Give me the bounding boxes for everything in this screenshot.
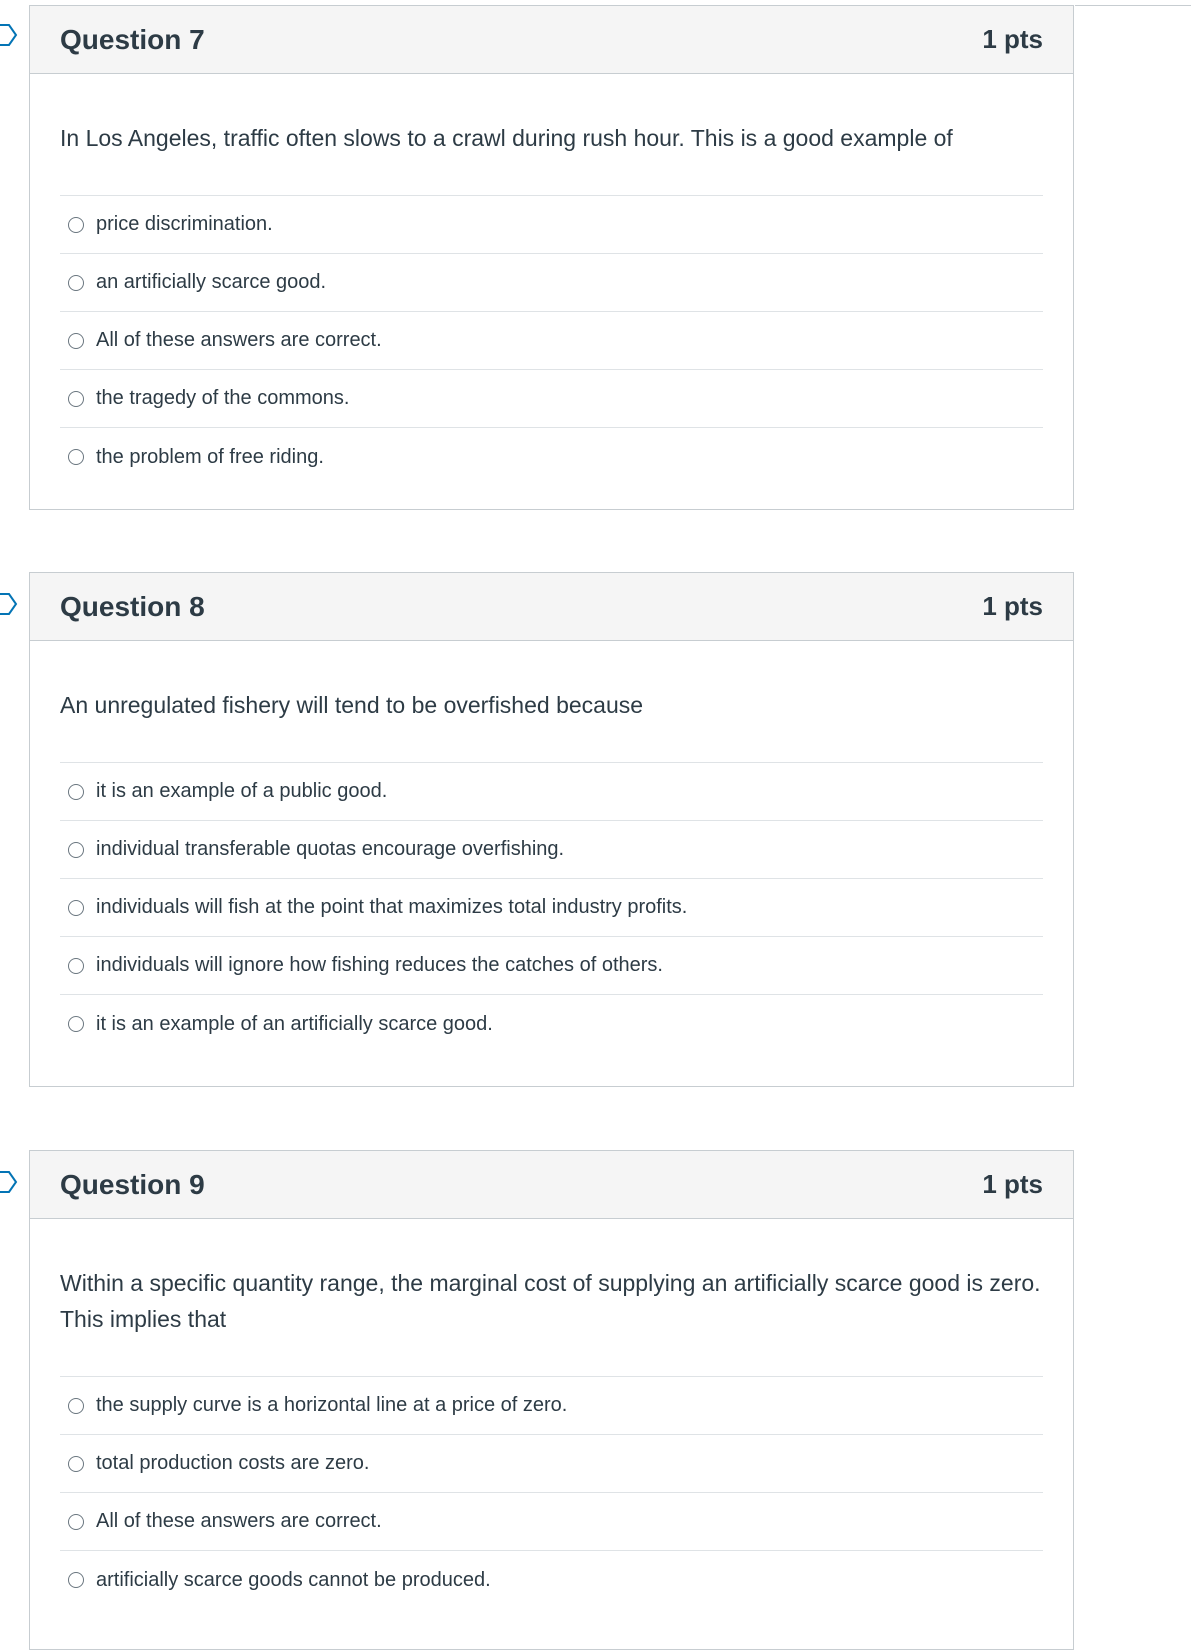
question-9 xyxy=(29,1150,1074,1650)
question-title: Question 8 xyxy=(60,590,205,622)
answer-list xyxy=(60,195,1043,486)
answer-option[interactable] xyxy=(60,1377,1043,1435)
question-text: In Los Angeles, traffic often slows to a crawl during rush hour. This is a good example of xyxy=(60,125,953,151)
radio-unchecked-icon[interactable] xyxy=(68,1016,84,1032)
answer-option[interactable] xyxy=(60,1551,1043,1609)
answer-label[interactable]: the tragedy of the commons. xyxy=(96,387,350,409)
radio-unchecked-icon[interactable] xyxy=(68,1398,84,1414)
flag-question-icon[interactable] xyxy=(0,593,18,615)
answer-option[interactable] xyxy=(60,937,1043,995)
flag-question-icon[interactable] xyxy=(0,24,18,46)
radio-unchecked-icon[interactable] xyxy=(68,391,84,407)
answer-option[interactable] xyxy=(60,254,1043,312)
question-title: Question 9 xyxy=(60,1168,205,1200)
question-body xyxy=(30,1219,1073,1609)
question-7 xyxy=(29,5,1074,510)
radio-unchecked-icon[interactable] xyxy=(68,1456,84,1472)
answer-list xyxy=(60,1376,1043,1609)
radio-unchecked-icon[interactable] xyxy=(68,784,84,800)
question-header xyxy=(30,1151,1073,1219)
question-text: An unregulated fishery will tend to be overfished because xyxy=(60,692,644,718)
answer-option[interactable] xyxy=(60,1493,1043,1551)
radio-unchecked-icon[interactable] xyxy=(68,217,84,233)
question-header xyxy=(30,573,1073,641)
answer-option[interactable] xyxy=(60,1435,1043,1493)
radio-unchecked-icon[interactable] xyxy=(68,275,84,291)
question-header xyxy=(30,6,1073,74)
answer-label[interactable]: an artificially scarce good. xyxy=(96,271,327,293)
question-body xyxy=(30,641,1073,1053)
answer-label[interactable]: total production costs are zero. xyxy=(96,1452,370,1474)
question-points: 1 pts xyxy=(982,1169,1043,1199)
answer-option[interactable] xyxy=(60,312,1043,370)
answer-label[interactable]: All of these answers are correct. xyxy=(96,1510,382,1532)
answer-list xyxy=(60,762,1043,1053)
answer-label[interactable]: artificially scarce goods cannot be produced. xyxy=(96,1568,491,1591)
answer-label[interactable]: the problem of free riding. xyxy=(96,445,324,468)
question-title: Question 7 xyxy=(60,23,205,55)
radio-unchecked-icon[interactable] xyxy=(68,449,84,465)
answer-label[interactable]: it is an example of a public good. xyxy=(96,780,388,802)
answer-option[interactable] xyxy=(60,370,1043,428)
answer-label[interactable]: All of these answers are correct. xyxy=(96,329,382,351)
answer-option[interactable] xyxy=(60,428,1043,486)
question-text: Within a specific quantity range, the marginal cost of supplying an artificially scarce good is zero. This implies that xyxy=(60,1270,1041,1332)
answer-option[interactable] xyxy=(60,995,1043,1053)
radio-unchecked-icon[interactable] xyxy=(68,842,84,858)
question-body xyxy=(30,74,1073,486)
radio-unchecked-icon[interactable] xyxy=(68,958,84,974)
answer-option[interactable] xyxy=(60,196,1043,254)
radio-unchecked-icon[interactable] xyxy=(68,1514,84,1530)
radio-unchecked-icon[interactable] xyxy=(68,333,84,349)
answer-option[interactable] xyxy=(60,821,1043,879)
answer-label[interactable]: price discrimination. xyxy=(96,213,273,235)
answer-label[interactable]: individual transferable quotas encourage overfishing. xyxy=(96,838,565,860)
radio-unchecked-icon[interactable] xyxy=(68,900,84,916)
answer-label[interactable]: individuals will fish at the point that maximizes total industry profits. xyxy=(96,896,688,918)
answer-label[interactable]: individuals will ignore how fishing reduces the catches of others. xyxy=(96,954,663,976)
answer-option[interactable] xyxy=(60,879,1043,937)
question-points: 1 pts xyxy=(982,591,1043,621)
question-8 xyxy=(29,572,1074,1087)
flag-question-icon[interactable] xyxy=(0,1171,18,1193)
answer-label[interactable]: it is an example of an artificially scarce good. xyxy=(96,1012,493,1035)
answer-label[interactable]: the supply curve is a horizontal line at a price of zero. xyxy=(96,1394,568,1416)
answer-option[interactable] xyxy=(60,763,1043,821)
question-points: 1 pts xyxy=(982,24,1043,54)
page-divider xyxy=(1075,5,1191,6)
radio-unchecked-icon[interactable] xyxy=(68,1572,84,1588)
